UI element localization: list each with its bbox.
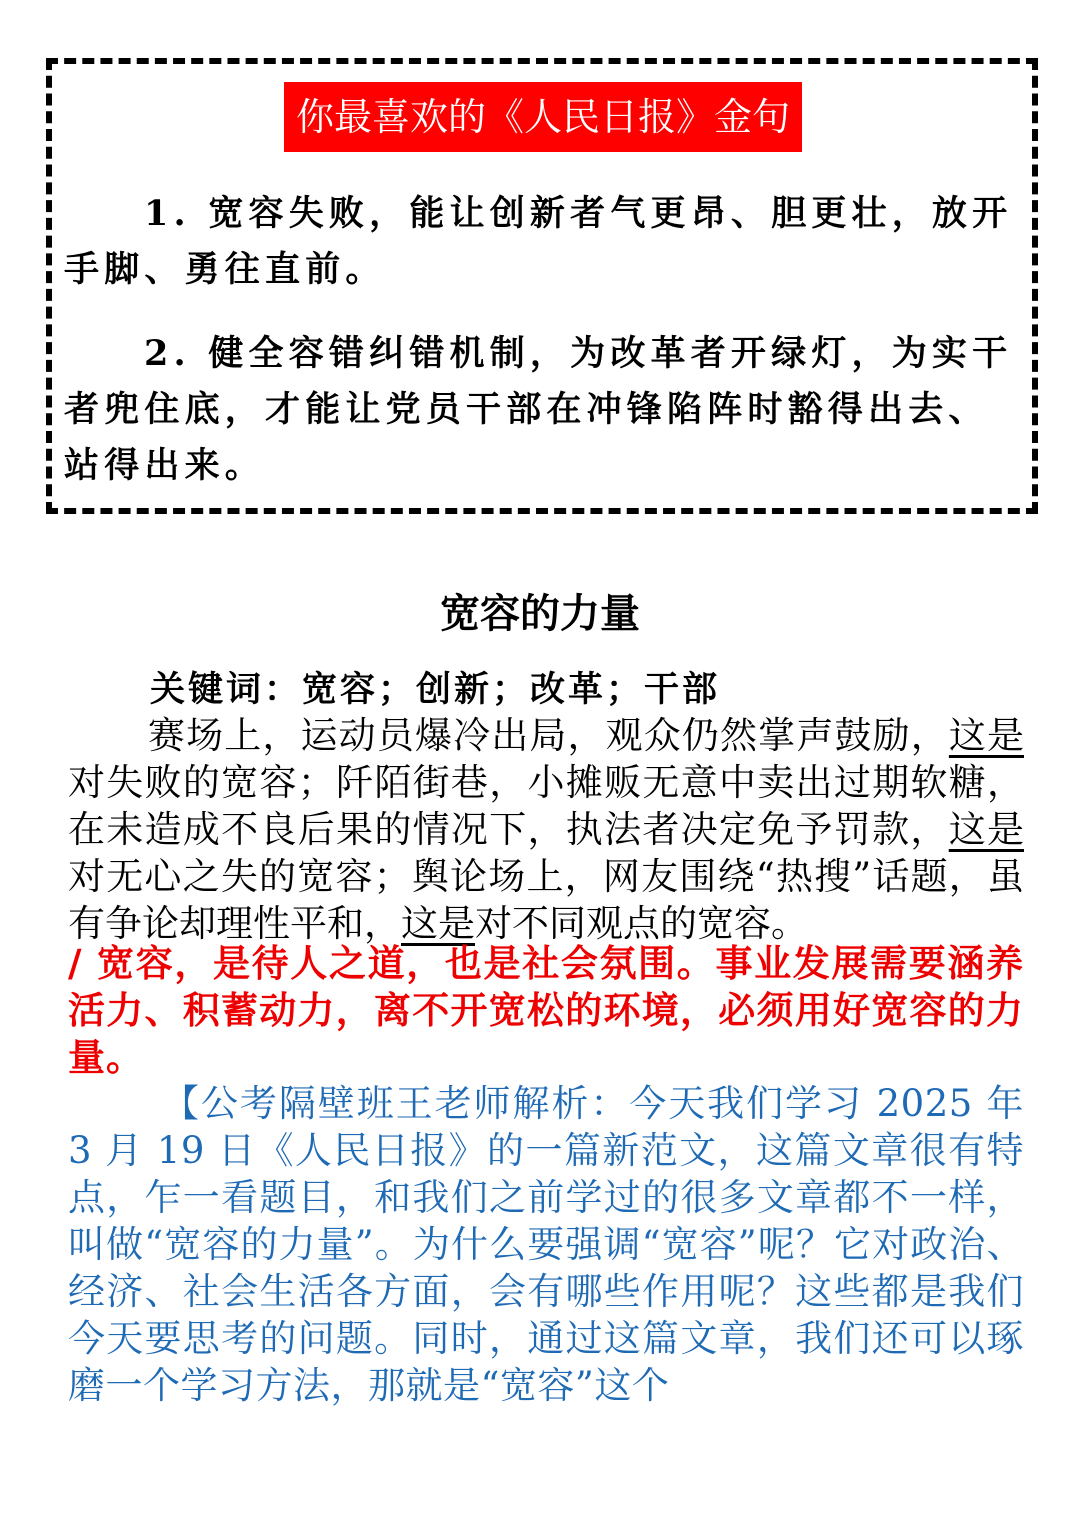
article-paragraph-1 — [68, 712, 1024, 947]
keywords-line: 关键词：宽容；创新；改革；干部 — [150, 669, 721, 710]
p1-sentence-2: 对失败的宽容；阡陌街巷，小摊贩无意中卖出过期软糖，在未造成不良后果的情况下，执法者决定免予罚款， — [68, 761, 1024, 851]
p1-underline-2: 这是 — [948, 808, 1025, 851]
p1-sentence-4: 对不同观点的宽容。 — [475, 902, 808, 945]
quote-item-1: 1. 宽容失败，能让创新者气更昂、胆更壮，放开手脚、勇往直前。 — [64, 193, 1013, 290]
analysis-paragraph: 【公考隔壁班王老师解析：今天我们学习 2025 年 3 月 19 日《人民日报》的一篇新范文，这篇文章很有特点，乍一看题目，和我们之前学过的很多文章都不一样，叫做“宽容的力量”。为什么要强调“宽容”呢？它对政治、经济、社会生活各方面，会有哪些作用呢？这些都是我们今天要思考的问题。同时，通过这篇文章，我们还可以琢磨一个学习方法，那就是“宽容”这个 — [68, 1082, 1024, 1407]
article-title: 宽容的力量 — [440, 590, 640, 637]
p1-sentence-1: 赛场上，运动员爆冷出局，观众仍然掌声鼓励， — [148, 714, 949, 757]
p1-underline-3: 这是 — [401, 902, 475, 945]
p1-sentence-3: 对无心之失的宽容；舆论场上，网友围绕“热搜”话题，虽有争论却理性平和， — [68, 855, 1024, 945]
quote-item-2: 2. 健全容错纠错机制，为改革者开绿灯，为实干者兜住底，才能让党员干部在冲锋陷阵时豁得出去、站得出来。 — [64, 333, 1013, 486]
p1-underline-1: 这是 — [948, 714, 1025, 757]
quote-box-banner: 你最喜欢的《人民日报》金句 — [284, 82, 802, 152]
article-paragraph-2-emphasis: / 宽容，是待人之道，也是社会氛围。事业发展需要涵养活力、积蓄动力，离不开宽松的环境，必须用好宽容的力量。 — [68, 941, 1024, 1079]
